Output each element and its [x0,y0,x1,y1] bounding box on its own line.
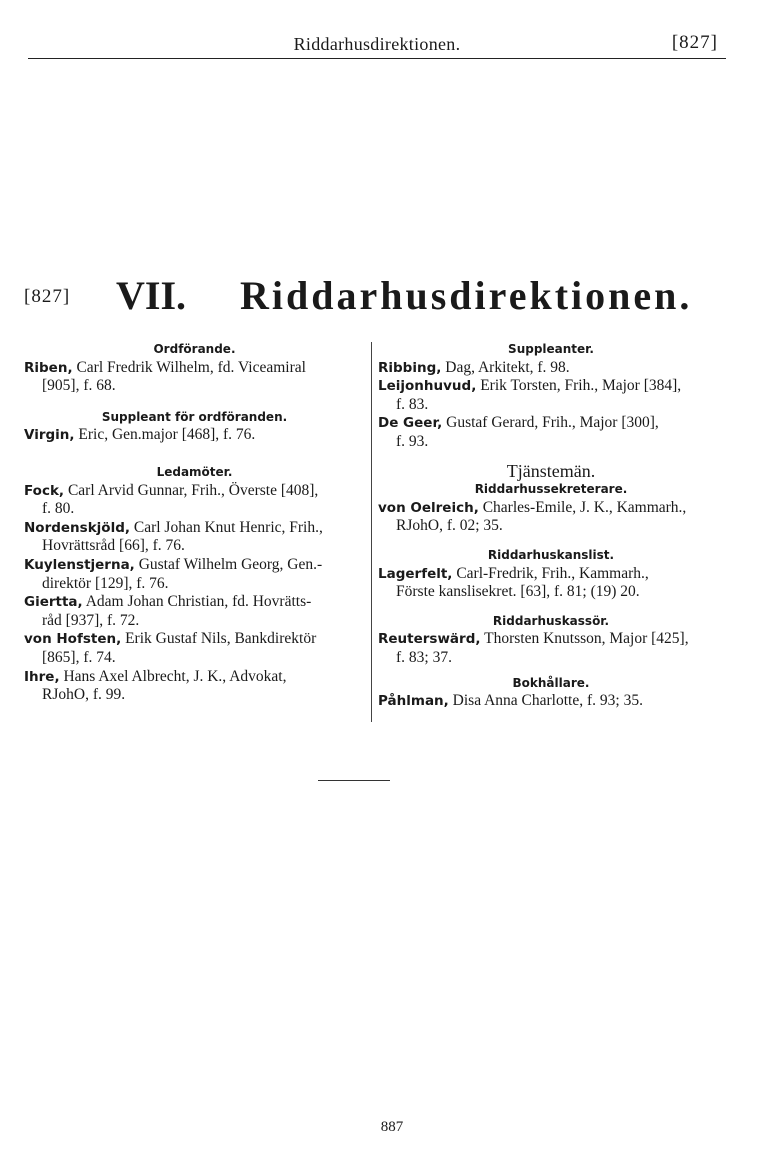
entry-name: Fock, [24,482,65,499]
entry-text: Hans Axel Albrecht, J. K., Advokat, [63,667,287,685]
entry-name: von Oelreich, [378,499,479,516]
entry-riben [24,359,365,396]
left-column [24,340,365,705]
column-divider [371,342,372,722]
entry-name: Påhlman, [378,693,449,710]
entry-name: Nordenskjöld, [24,519,130,536]
entry-reutersward [378,630,724,667]
entry-text: Erik Gustaf Nils, Bankdirektör [125,630,317,648]
chapter-heading [24,268,744,328]
entry-text: Gustaf Gerard, Frih., Major [300], [446,414,659,432]
entry-text-cont: f. 93. [396,432,429,450]
entry-text: Eric, Gen.major [468], f. 76. [78,426,256,444]
entry-leijonhuvud [378,377,724,414]
entry-von-oelreich [378,499,724,536]
chapter-roman: VII. [116,273,187,318]
section-heading-secretary: Riddarhussekreterare. [474,482,628,497]
entry-text-cont: f. 83. [396,395,429,413]
entry-kuylenstjerna [24,556,365,593]
entry-name: Reuterswärd, [378,631,481,648]
running-header [28,32,726,59]
entry-giertta [24,593,365,630]
entry-virgin [24,426,365,445]
entry-name: Giertta, [24,594,83,611]
entry-ihre [24,668,365,705]
running-title: Riddarhusdirektionen. [293,34,461,54]
footer-rule [318,780,390,781]
entry-text-cont: Förste kanslisekret. [63], f. 81; (19) 20. [396,583,640,601]
entry-text: Dag, Arkitekt, f. 98. [445,358,570,376]
entry-text-cont: direktör [129], f. 76. [42,574,169,592]
chapter-title: Riddarhusdirektionen. [240,273,693,318]
section-heading-deputies: Suppleanter. [508,342,594,356]
entry-text: Carl Arvid Gunnar, Frih., Överste [408], [67,481,319,499]
entry-text-cont: råd [937], f. 72. [42,611,140,629]
entry-text-cont: f. 83; 37. [396,648,452,666]
entry-text: Adam Johan Christian, fd. Hovrätts- [85,593,312,611]
entry-text: Erik Torsten, Frih., Major [384], [480,377,682,395]
running-page-ref: [827] [671,32,718,53]
entry-name: Leijonhuvud, [378,378,477,395]
entry-nordenskjold [24,519,365,556]
entry-name: Virgin, [24,427,75,444]
section-heading-chair: Ordförande. [153,342,236,356]
entry-fock [24,482,365,519]
section-heading-deputy-chair: Suppleant för ordföranden. [101,409,288,424]
entry-text-cont: RJohO, f. 02; 35. [396,517,503,535]
entry-lagerfelt [378,565,724,602]
entry-name: von Hofsten, [24,631,122,648]
chapter-number: [827] [24,286,71,307]
entry-text: Carl Fredrik Wilhelm, fd. Viceamiral [76,358,306,376]
entry-text-cont: RJohO, f. 99. [42,686,126,704]
section-heading-officials: Tjänstemän. [506,460,596,481]
entry-name: Lagerfelt, [378,565,453,582]
entry-text-cont: [905], f. 68. [42,377,116,395]
page-number: 887 [380,1119,404,1135]
entry-text: Thorsten Knutsson, Major [425], [484,630,689,648]
entry-name: Riben, [24,359,73,376]
section-heading-bookkeeper: Bokhållare. [512,675,590,690]
entry-text-cont: Hovrättsråd [66], f. 76. [42,537,185,555]
section-heading-members: Ledamöter. [156,464,233,479]
entry-text: Carl-Fredrik, Frih., Kammarh., [456,564,649,582]
right-column [378,340,724,711]
entry-text: Carl Johan Knut Henric, Frih., [133,518,323,536]
entry-von-hofsten [24,630,365,667]
entry-text: Charles-Emile, J. K., Kammarh., [482,498,687,516]
entry-name: Ribbing, [378,359,442,376]
entry-de-geer [378,414,724,451]
section-heading-chancery: Riddarhuskanslist. [487,547,615,562]
entry-name: Kuylenstjerna, [24,556,135,573]
entry-pahlman [378,692,724,711]
entry-text-cont: [865], f. 74. [42,648,116,666]
section-heading-treasurer: Riddarhuskassör. [492,613,610,628]
entry-text: Gustaf Wilhelm Georg, Gen.- [138,555,323,573]
entry-text: Disa Anna Charlotte, f. 93; 35. [452,692,643,710]
entry-ribbing [378,359,724,378]
entry-text-cont: f. 80. [42,500,75,518]
entry-name: Ihre, [24,668,60,685]
entry-name: De Geer, [378,415,443,432]
